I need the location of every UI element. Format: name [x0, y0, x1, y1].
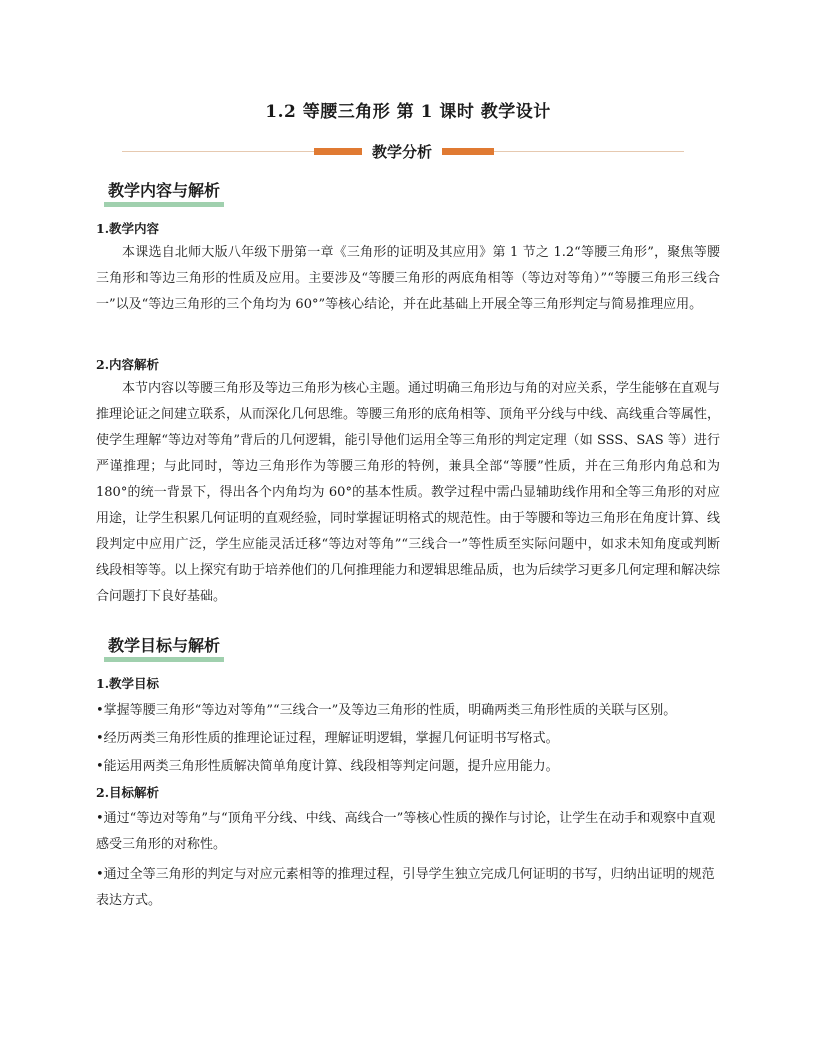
paragraph-content-analysis: 本节内容以等腰三角形及等边三角形为核心主题。通过明确三角形边与角的对应关系，学生能够在直观与推理论证之间建立联系，从而深化几何思维。等腰三角形的底角相等、顶角平分线与中线、高线重合等属性，使学生理解“等边对等角”背后的几何逻辑，能引导他们运用全等三角形的判定定理（如 SSS、SAS 等）进行严谨推理；与此同时，等边三角形作为等腰三角形的特例，兼具全部“等腰”性质，并在三角形内角总和为 180°的统一背景下，得出各个内角均为 60°的基本性质。教学过程中需凸显辅助线作用和全等三角形的对应用途，让学生积累几何证明的直观经验，同时掌握证明格式的规范性。由于等腰和等边三角形在角度计算、线段判定中应用广泛，学生应能灵活迁移“等边对等角”“三线合一”等性质至实际问题中，如求未知角度或判断线段相等等。以上探究有助于培养他们的几何推理能力和逻辑思维品质，也为后续学习更多几何定理和解决综合问题打下良好基础。	[96, 381, 721, 604]
goal-item: •经历两类三角形性质的推理论证过程，理解证明逻辑，掌握几何证明书写格式。	[96, 731, 559, 746]
banner-label: 教学分析	[362, 141, 442, 163]
document-title: 1.2 等腰三角形 第 1 课时 教学设计	[265, 102, 551, 122]
heading-underline	[104, 657, 224, 662]
analysis-item: •通过全等三角形的判定与对应元素相等的推理过程，引导学生独立完成几何证明的书写，归纳出证明的规范表达方式。	[96, 867, 715, 908]
heading-underline	[104, 202, 224, 207]
section-heading-content	[104, 180, 224, 204]
section-banner	[122, 140, 684, 164]
paragraph-teaching-content: 本课选自北师大版八年级下册第一章《三角形的证明及其应用》第 1 节之 1.2“等腰三角形”，聚焦等腰三角形和等边三角形的性质及应用。主要涉及“等腰三角形的两底角相等（等边对等角）”“等腰三角形三线合一”以及“等边三角形的三个角均为 60°”等核心结论，并在此基础上开展全等三角形判定与简易推理应用。	[96, 245, 720, 312]
section-heading-goals	[104, 635, 224, 659]
subheading-goal-analysis: 2.目标解析	[96, 785, 160, 800]
banner-accent-left	[314, 148, 362, 155]
goal-item: •掌握等腰三角形“等边对等角”“三线合一”及等边三角形的性质，明确两类三角形性质的关联与区别。	[96, 703, 677, 718]
section-heading-text: 教学目标与解析	[108, 636, 221, 655]
section-heading-text: 教学内容与解析	[108, 181, 221, 200]
goal-item: •能运用两类三角形性质解决简单角度计算、线段相等判定问题，提升应用能力。	[96, 759, 559, 774]
subheading-content-analysis: 2.内容解析	[96, 357, 160, 372]
banner-accent-right	[442, 148, 494, 155]
subheading-teaching-goals: 1.教学目标	[96, 676, 160, 691]
analysis-item: •通过“等边对等角”与“顶角平分线、中线、高线合一”等核心性质的操作与讨论，让学生在动手和观察中直观感受三角形的对称性。	[96, 811, 716, 852]
subheading-teaching-content: 1.教学内容	[96, 221, 160, 236]
